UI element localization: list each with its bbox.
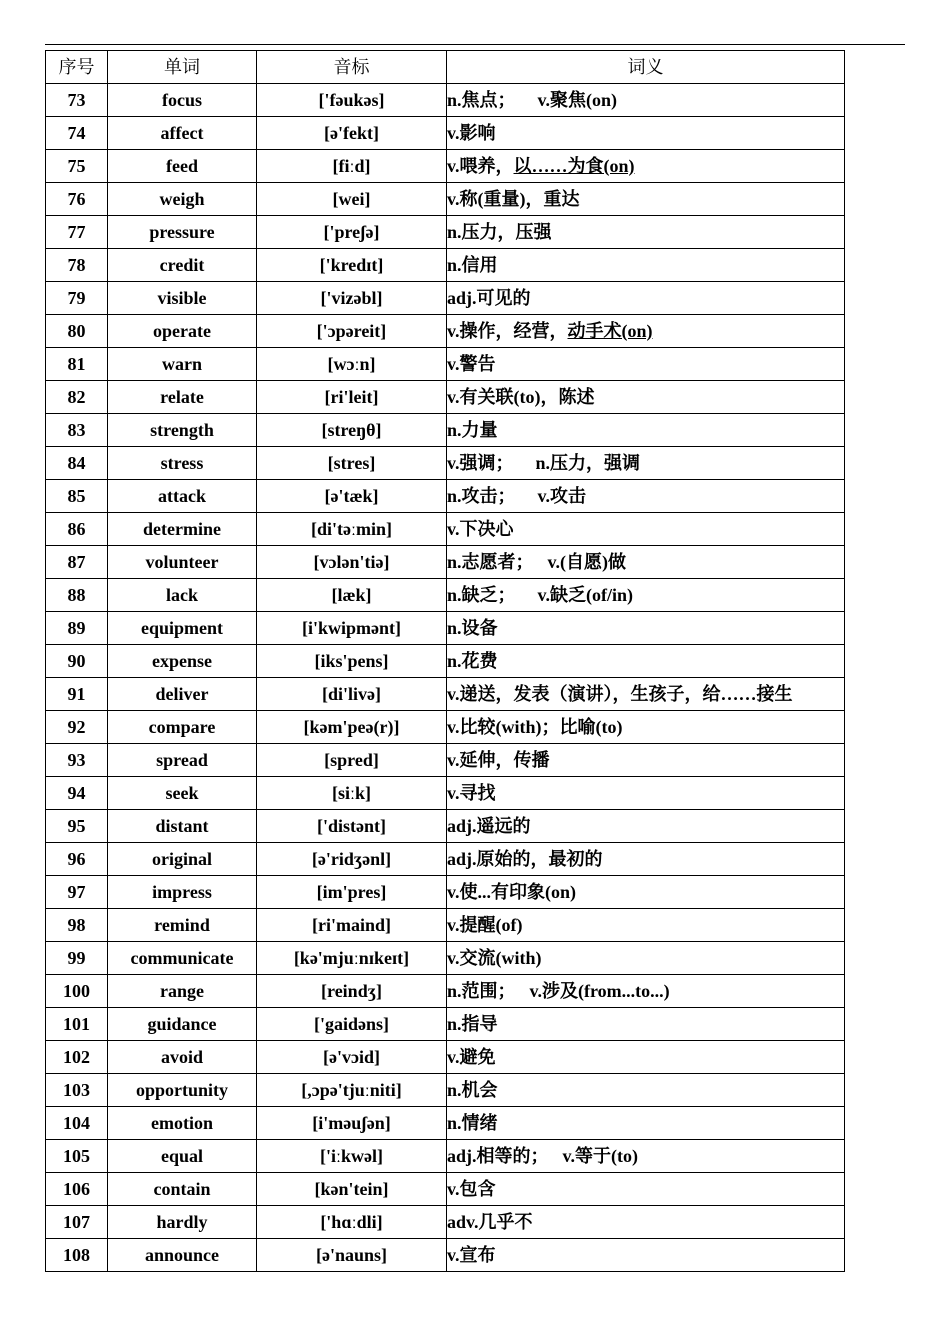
phonetic-cell: [vɔlən'tiə]: [257, 546, 447, 579]
phonetic-cell: [di'livə]: [257, 678, 447, 711]
definition-cell: [447, 711, 845, 744]
table-row: [46, 1074, 845, 1107]
row-number: 73: [46, 84, 108, 117]
definition-text: adj.可见的: [447, 288, 531, 308]
definition-cell: [447, 810, 845, 843]
word-cell: volunteer: [108, 546, 257, 579]
phonetic-cell: ['distənt]: [257, 810, 447, 843]
phonetic-cell: [im'pres]: [257, 876, 447, 909]
definition-cell: [447, 1107, 845, 1140]
definition-text: n.攻击；: [447, 486, 516, 506]
word-cell: pressure: [108, 216, 257, 249]
definition-text: v.比较(with)；比喻(to): [447, 717, 623, 737]
row-number: 107: [46, 1206, 108, 1239]
word-cell: affect: [108, 117, 257, 150]
definition-cell: [447, 579, 845, 612]
word-cell: guidance: [108, 1008, 257, 1041]
table-row: [46, 1173, 845, 1206]
definition-cell: [447, 546, 845, 579]
row-number: 99: [46, 942, 108, 975]
phonetic-cell: [streŋθ]: [257, 414, 447, 447]
definition-cell: [447, 1008, 845, 1041]
phonetic-cell: [i'kwipmənt]: [257, 612, 447, 645]
definition-cell: [447, 876, 845, 909]
phonetic-cell: ['fəukəs]: [257, 84, 447, 117]
phonetic-cell: [stres]: [257, 447, 447, 480]
word-cell: determine: [108, 513, 257, 546]
word-cell: feed: [108, 150, 257, 183]
phonetic-cell: [kə'mjuːnɪkeɪt]: [257, 942, 447, 975]
table-row: [46, 1140, 845, 1173]
word-cell: seek: [108, 777, 257, 810]
row-number: 79: [46, 282, 108, 315]
definition-text: n.缺乏；: [447, 585, 516, 605]
phonetic-cell: [siːk]: [257, 777, 447, 810]
word-cell: weigh: [108, 183, 257, 216]
definition-text: v.避免: [447, 1047, 496, 1067]
row-number: 97: [46, 876, 108, 909]
definition-text: n.焦点；: [447, 90, 516, 110]
word-cell: focus: [108, 84, 257, 117]
row-number: 105: [46, 1140, 108, 1173]
row-number: 87: [46, 546, 108, 579]
table-row: [46, 348, 845, 381]
definition-text: n.情绪: [447, 1113, 498, 1133]
definition-cell: [447, 381, 845, 414]
definition-cell: [447, 678, 845, 711]
phonetic-cell: [reindʒ]: [257, 975, 447, 1008]
definition-text: v.提醒(of): [447, 915, 523, 935]
phonetic-cell: [ri'leit]: [257, 381, 447, 414]
definition-cell: [447, 315, 845, 348]
definition-text: v.交流(with): [447, 948, 542, 968]
definition-cell: [447, 1074, 845, 1107]
definition-text: adj.原始的，最初的: [447, 849, 603, 869]
phonetic-cell: [spred]: [257, 744, 447, 777]
word-cell: equal: [108, 1140, 257, 1173]
definition-cell: [447, 84, 845, 117]
table-row: [46, 810, 845, 843]
word-cell: spread: [108, 744, 257, 777]
word-cell: original: [108, 843, 257, 876]
definition-text: n.力量: [447, 420, 498, 440]
table-row: [46, 876, 845, 909]
definition-cell: [447, 612, 845, 645]
phonetic-cell: ['kredɪt]: [257, 249, 447, 282]
definition-cell: [447, 1041, 845, 1074]
word-cell: relate: [108, 381, 257, 414]
row-number: 98: [46, 909, 108, 942]
row-number: 102: [46, 1041, 108, 1074]
table-body: [46, 84, 845, 1272]
table-header-row: [46, 51, 845, 84]
word-cell: opportunity: [108, 1074, 257, 1107]
table-row: [46, 447, 845, 480]
row-number: 78: [46, 249, 108, 282]
table-row: [46, 744, 845, 777]
word-cell: visible: [108, 282, 257, 315]
word-cell: equipment: [108, 612, 257, 645]
phonetic-cell: [ə'nauns]: [257, 1239, 447, 1272]
definition-text: n.压力，压强: [447, 222, 552, 242]
table-row: [46, 1239, 845, 1272]
phonetic-cell: ['gaidəns]: [257, 1008, 447, 1041]
phonetic-cell: [ə'ridʒənl]: [257, 843, 447, 876]
definition-text: adj.相等的；: [447, 1146, 549, 1166]
row-number: 93: [46, 744, 108, 777]
word-cell: impress: [108, 876, 257, 909]
definition-text: v.涉及(from...to...): [529, 981, 670, 1001]
table-row: [46, 513, 845, 546]
word-cell: operate: [108, 315, 257, 348]
phonetic-cell: ['hɑːdli]: [257, 1206, 447, 1239]
table-row: [46, 678, 845, 711]
definition-cell: [447, 216, 845, 249]
definition-text: v.聚焦(on): [537, 90, 618, 110]
definition-text: n.设备: [447, 618, 498, 638]
row-number: 75: [46, 150, 108, 183]
definition-text: n.机会: [447, 1080, 498, 1100]
phonetic-cell: ['vizəbl]: [257, 282, 447, 315]
word-cell: attack: [108, 480, 257, 513]
definition-cell: [447, 249, 845, 282]
row-number: 82: [46, 381, 108, 414]
definition-text: n.花费: [447, 651, 498, 671]
word-cell: communicate: [108, 942, 257, 975]
definition-cell: [447, 1206, 845, 1239]
row-number: 84: [46, 447, 108, 480]
table-row: [46, 249, 845, 282]
definition-text: n.指导: [447, 1014, 498, 1034]
word-cell: hardly: [108, 1206, 257, 1239]
row-number: 91: [46, 678, 108, 711]
phonetic-cell: [iks'pens]: [257, 645, 447, 678]
definition-text: v.下决心: [447, 519, 514, 539]
definition-cell: [447, 1140, 845, 1173]
definition-cell: [447, 150, 845, 183]
word-cell: lack: [108, 579, 257, 612]
word-cell: warn: [108, 348, 257, 381]
table-row: [46, 183, 845, 216]
phonetic-cell: [wei]: [257, 183, 447, 216]
table-row: [46, 282, 845, 315]
phonetic-cell: [ri'maind]: [257, 909, 447, 942]
row-number: 85: [46, 480, 108, 513]
definition-underlined-text: 以……为食(on): [513, 156, 635, 176]
word-cell: announce: [108, 1239, 257, 1272]
definition-text: v.递送，发表（演讲），生孩子，给……接生: [447, 684, 793, 704]
definition-text: v.使...有印象(on): [447, 882, 577, 902]
definition-text: v.影响: [447, 123, 496, 143]
table-row: [46, 480, 845, 513]
row-number: 108: [46, 1239, 108, 1272]
row-number: 76: [46, 183, 108, 216]
definition-text: v.延伸，传播: [447, 750, 550, 770]
definition-cell: [447, 513, 845, 546]
table-row: [46, 711, 845, 744]
table-row: [46, 612, 845, 645]
table-row: [46, 216, 845, 249]
vocabulary-table: [45, 50, 845, 1272]
definition-text: adv.几乎不: [447, 1212, 533, 1232]
word-cell: deliver: [108, 678, 257, 711]
word-cell: stress: [108, 447, 257, 480]
definition-cell: [447, 348, 845, 381]
word-cell: distant: [108, 810, 257, 843]
table-row: [46, 1008, 845, 1041]
row-number: 92: [46, 711, 108, 744]
definition-cell: [447, 744, 845, 777]
definition-cell: [447, 183, 845, 216]
definition-cell: [447, 975, 845, 1008]
table-row: [46, 315, 845, 348]
definition-text: v.宣布: [447, 1245, 496, 1265]
row-number: 80: [46, 315, 108, 348]
definition-underlined-text: 动手术(on): [567, 321, 653, 341]
table-row: [46, 84, 845, 117]
definition-text: v.操作，经营，: [447, 321, 568, 341]
row-number: 104: [46, 1107, 108, 1140]
phonetic-cell: [wɔːn]: [257, 348, 447, 381]
definition-text: v.攻击: [537, 486, 587, 506]
row-number: 89: [46, 612, 108, 645]
phonetic-cell: [ə'vɔid]: [257, 1041, 447, 1074]
row-number: 74: [46, 117, 108, 150]
definition-cell: [447, 909, 845, 942]
row-number: 81: [46, 348, 108, 381]
row-number: 94: [46, 777, 108, 810]
definition-text: v.喂养，: [447, 156, 514, 176]
definition-text: v.有关联(to)，陈述: [447, 387, 595, 407]
word-cell: contain: [108, 1173, 257, 1206]
word-cell: remind: [108, 909, 257, 942]
table-row: [46, 975, 845, 1008]
row-number: 90: [46, 645, 108, 678]
word-cell: credit: [108, 249, 257, 282]
definition-cell: [447, 447, 845, 480]
definition-cell: [447, 942, 845, 975]
word-cell: range: [108, 975, 257, 1008]
table-row: [46, 579, 845, 612]
word-cell: compare: [108, 711, 257, 744]
definition-cell: [447, 777, 845, 810]
table-row: [46, 645, 845, 678]
definition-text: v.缺乏(of/in): [537, 585, 634, 605]
phonetic-cell: [kəm'peə(r)]: [257, 711, 447, 744]
row-number: 106: [46, 1173, 108, 1206]
table-row: [46, 117, 845, 150]
row-number: 103: [46, 1074, 108, 1107]
header-phonetic: 音标: [257, 51, 447, 84]
table-row: [46, 777, 845, 810]
definition-cell: [447, 1173, 845, 1206]
phonetic-cell: [læk]: [257, 579, 447, 612]
definition-cell: [447, 843, 845, 876]
phonetic-cell: ['preʃə]: [257, 216, 447, 249]
header-meaning: 词义: [447, 51, 845, 84]
definition-text: n.志愿者；: [447, 552, 534, 572]
definition-text: v.寻找: [447, 783, 496, 803]
table-row: [46, 909, 845, 942]
word-cell: strength: [108, 414, 257, 447]
word-cell: expense: [108, 645, 257, 678]
row-number: 95: [46, 810, 108, 843]
definition-cell: [447, 1239, 845, 1272]
row-number: 88: [46, 579, 108, 612]
definition-text: n.范围；: [447, 981, 516, 1001]
phonetic-cell: [i'məuʃən]: [257, 1107, 447, 1140]
definition-cell: [447, 645, 845, 678]
table-row: [46, 942, 845, 975]
word-cell: avoid: [108, 1041, 257, 1074]
table-row: [46, 1107, 845, 1140]
header-num: 序号: [46, 51, 108, 84]
definition-text: v.称(重量)，重达: [447, 189, 580, 209]
row-number: 83: [46, 414, 108, 447]
phonetic-cell: ['ɔpəreit]: [257, 315, 447, 348]
word-cell: emotion: [108, 1107, 257, 1140]
phonetic-cell: [,ɔpə'tjuːniti]: [257, 1074, 447, 1107]
definition-text: adj.遥远的: [447, 816, 531, 836]
table-row: [46, 381, 845, 414]
row-number: 86: [46, 513, 108, 546]
definition-cell: [447, 414, 845, 447]
definition-cell: [447, 480, 845, 513]
table-row: [46, 150, 845, 183]
phonetic-cell: [ə'tæk]: [257, 480, 447, 513]
phonetic-cell: [fiːd]: [257, 150, 447, 183]
phonetic-cell: ['iːkwəl]: [257, 1140, 447, 1173]
phonetic-cell: [kən'tein]: [257, 1173, 447, 1206]
definition-text: v.包含: [447, 1179, 496, 1199]
table-row: [46, 546, 845, 579]
definition-cell: [447, 117, 845, 150]
row-number: 100: [46, 975, 108, 1008]
phonetic-cell: [ə'fekt]: [257, 117, 447, 150]
header-word: 单词: [108, 51, 257, 84]
definition-text: v.警告: [447, 354, 496, 374]
definition-text: n.信用: [447, 255, 498, 275]
table-row: [46, 1206, 845, 1239]
definition-text: v.等于(to): [562, 1146, 639, 1166]
definition-text: v.(自愿)做: [547, 552, 627, 572]
definition-text: n.压力，强调: [535, 453, 641, 473]
table-row: [46, 1041, 845, 1074]
top-rule: [45, 44, 905, 45]
definition-text: v.强调；: [447, 453, 514, 473]
row-number: 96: [46, 843, 108, 876]
definition-cell: [447, 282, 845, 315]
phonetic-cell: [di'təːmin]: [257, 513, 447, 546]
row-number: 77: [46, 216, 108, 249]
row-number: 101: [46, 1008, 108, 1041]
table-row: [46, 843, 845, 876]
table-row: [46, 414, 845, 447]
